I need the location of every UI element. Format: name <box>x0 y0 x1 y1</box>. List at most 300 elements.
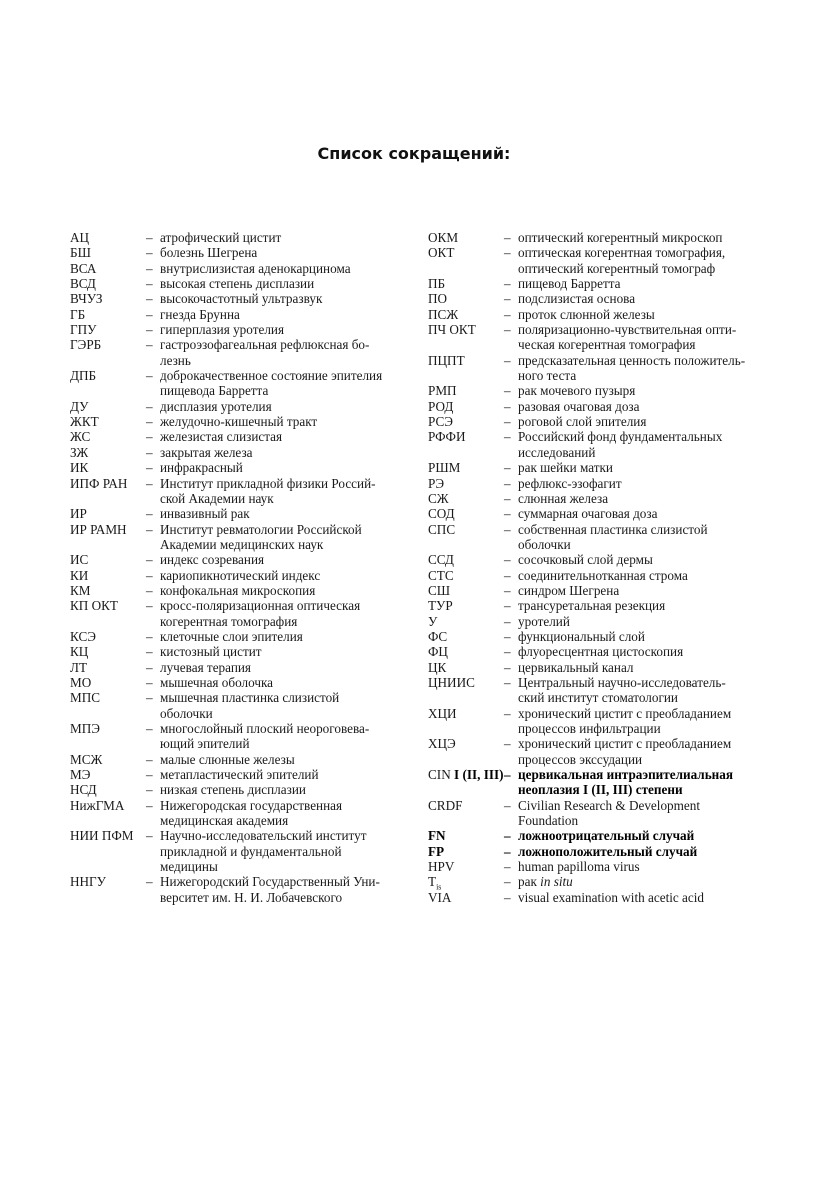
abbreviation-term <box>428 383 504 398</box>
dash-separator: – <box>504 859 511 875</box>
abbreviation-definition <box>518 230 758 245</box>
definition-line: верситет им. Н. И. Лобачевского <box>160 889 343 905</box>
abbreviation-term <box>428 583 504 598</box>
abbreviation-term <box>428 506 504 521</box>
definition-line: дисплазия уротелия <box>160 398 272 414</box>
dash-separator: – <box>146 721 153 736</box>
abbreviation-term-text: АЦ <box>70 230 90 245</box>
abbreviation-entry <box>428 291 758 306</box>
abbreviation-term <box>70 322 146 337</box>
abbreviation-term-text: ССД <box>428 552 454 568</box>
dash-separator: – <box>146 245 153 261</box>
abbreviation-entry <box>428 322 758 353</box>
abbreviation-term-grade: I (II, III) <box>454 767 504 783</box>
abbreviation-term-text: КП ОКТ <box>70 598 118 614</box>
definition-line: оптический когерентный микроскоп <box>518 230 723 245</box>
abbreviation-term-text: ПСЖ <box>428 306 459 322</box>
definition-line: медицины <box>160 859 218 875</box>
abbreviation-term <box>428 568 504 583</box>
definition-line: конфокальная микроскопия <box>160 582 316 598</box>
abbreviation-entry <box>428 859 758 874</box>
abbreviation-definition <box>518 506 758 521</box>
definition-line: многослойный плоский неороговева- <box>160 721 370 736</box>
abbreviation-definition <box>160 368 410 399</box>
dash-separator: – <box>146 475 153 491</box>
abbreviation-term <box>70 445 146 460</box>
abbreviation-term-text: РШМ <box>428 460 461 476</box>
dash-separator: – <box>504 659 511 675</box>
abbreviation-term <box>70 752 146 767</box>
abbreviation-entry <box>428 736 758 767</box>
abbreviation-term <box>428 522 504 537</box>
dash-separator: – <box>146 460 153 476</box>
abbreviation-term <box>70 767 146 782</box>
abbreviation-term <box>428 491 504 506</box>
definition-line: Институт прикладной физики Россий- <box>160 475 376 491</box>
abbreviation-definition <box>518 491 758 506</box>
abbreviation-term-text: ОКМ <box>428 230 459 245</box>
abbreviation-term <box>70 414 146 429</box>
abbreviation-entry <box>428 414 758 429</box>
definition-line: Академии медицинских наук <box>160 536 324 552</box>
abbreviation-entry <box>70 721 410 752</box>
abbreviation-definition <box>160 230 410 245</box>
definition-line: подслизистая основа <box>518 291 636 307</box>
abbreviation-term-text: ИК <box>70 460 89 476</box>
definition-line: human papilloma virus <box>518 859 640 875</box>
abbreviation-term-text: ОКТ <box>428 245 455 261</box>
abbreviation-term-text: FN <box>428 828 446 844</box>
definition-line: поляризационно-чувствительная опти- <box>518 322 737 338</box>
abbreviation-entry <box>428 460 758 475</box>
abbreviation-entry <box>70 675 410 690</box>
definition-line: железистая слизистая <box>160 429 283 445</box>
definition-line: Российский фонд фундаментальных <box>518 429 723 445</box>
dash-separator: – <box>504 506 511 522</box>
abbreviation-definition <box>518 798 758 829</box>
abbreviation-definition <box>160 874 410 905</box>
abbreviation-definition <box>518 414 758 429</box>
abbreviation-term <box>428 859 504 874</box>
abbreviation-definition <box>160 583 410 598</box>
abbreviation-definition <box>518 307 758 322</box>
abbreviation-term <box>428 399 504 414</box>
abbreviation-term-text: КСЭ <box>70 628 96 644</box>
abbreviation-entry <box>428 491 758 506</box>
abbreviation-term-text: ГЭРБ <box>70 337 102 353</box>
abbreviation-definition <box>160 261 410 276</box>
abbreviation-term <box>70 874 146 889</box>
definition-line: трансуретальная резекция <box>518 598 666 614</box>
abbreviation-entry <box>70 276 410 291</box>
abbreviations-left-column <box>70 230 410 905</box>
abbreviation-term-text: ИПФ РАН <box>70 475 128 491</box>
dash-separator: – <box>146 828 153 844</box>
dash-separator: – <box>504 567 511 583</box>
abbreviation-definition <box>160 644 410 659</box>
abbreviation-term <box>428 322 504 337</box>
abbreviation-term-text: ИР РАМН <box>70 521 127 537</box>
abbreviation-definition <box>160 675 410 690</box>
abbreviation-entry <box>428 399 758 414</box>
abbreviation-definition <box>518 276 758 291</box>
definition-line: Центральный научно-исследователь- <box>518 674 726 690</box>
definition-line: ложноположительный случай <box>518 843 698 859</box>
abbreviation-term <box>70 568 146 583</box>
dash-separator: – <box>146 659 153 675</box>
abbreviation-entry <box>428 629 758 644</box>
definition-italic-text: in situ <box>540 874 573 890</box>
abbreviation-entry <box>428 383 758 398</box>
abbreviation-entry <box>70 307 410 322</box>
abbreviation-definition <box>518 706 758 737</box>
definition-line <box>518 874 758 889</box>
abbreviation-definition <box>160 828 410 874</box>
abbreviation-definition <box>518 736 758 767</box>
abbreviation-term <box>428 644 504 659</box>
abbreviation-entry <box>70 522 410 553</box>
dash-separator: – <box>504 613 511 629</box>
definition-line: мышечная оболочка <box>160 674 274 690</box>
abbreviation-term <box>428 706 504 721</box>
abbreviation-term-text: СОД <box>428 506 455 522</box>
dash-separator: – <box>146 398 153 414</box>
abbreviation-definition <box>518 583 758 598</box>
abbreviation-term-text: МО <box>70 674 92 690</box>
abbreviation-term-text: МСЖ <box>70 751 103 767</box>
definition-line: visual examination with acetic acid <box>518 889 705 905</box>
dash-separator: – <box>146 414 153 430</box>
abbreviation-definition <box>518 598 758 613</box>
abbreviation-entry <box>428 583 758 598</box>
abbreviation-definition <box>518 399 758 414</box>
abbreviation-term <box>70 660 146 675</box>
dash-separator: – <box>504 352 511 368</box>
dash-separator: – <box>504 598 511 614</box>
definition-line: ного теста <box>518 368 577 384</box>
dash-separator: – <box>146 306 153 322</box>
dash-separator: – <box>504 705 511 721</box>
definition-line: ский институт стоматологии <box>518 690 678 706</box>
definition-line: пищевода Барретта <box>160 383 269 399</box>
dash-separator: – <box>504 889 511 905</box>
dash-separator: – <box>504 628 511 644</box>
abbreviation-entry <box>428 276 758 291</box>
abbreviation-term <box>428 675 504 690</box>
abbreviation-definition <box>518 767 758 798</box>
abbreviation-definition <box>518 429 758 460</box>
abbreviation-term <box>428 307 504 322</box>
abbreviation-term-base: CIN <box>428 767 451 783</box>
abbreviation-definition <box>518 383 758 398</box>
definition-line: предсказательная ценность положитель- <box>518 352 746 368</box>
dash-separator: – <box>504 843 511 859</box>
definition-line: оптический когерентный томограф <box>518 260 716 276</box>
definition-line: суммарная очаговая доза <box>518 506 658 522</box>
definition-line: оптическая когерентная томография, <box>518 245 726 261</box>
definition-line: желудочно-кишечный тракт <box>160 414 318 430</box>
dash-separator: – <box>146 368 153 384</box>
abbreviation-term-text: ВСД <box>70 276 96 292</box>
definition-line: синдром Шегрена <box>518 582 620 598</box>
abbreviation-term <box>428 276 504 291</box>
abbreviation-definition <box>160 429 410 444</box>
abbreviation-entry <box>428 506 758 521</box>
dash-separator: – <box>504 475 511 491</box>
abbreviation-term <box>428 629 504 644</box>
abbreviation-entry <box>70 552 410 567</box>
abbreviation-term-main: T <box>428 874 437 890</box>
abbreviation-definition <box>518 476 758 491</box>
definition-line: ющий эпителий <box>160 736 250 752</box>
definition-line: метапластический эпителий <box>160 767 319 783</box>
abbreviation-entry <box>428 890 758 905</box>
dash-separator: – <box>146 767 153 783</box>
abbreviation-term <box>70 429 146 444</box>
abbreviation-definition <box>518 245 758 276</box>
abbreviation-term <box>70 782 146 797</box>
definition-line: функциональный слой <box>518 628 645 644</box>
dash-separator: – <box>146 644 153 660</box>
abbreviation-term <box>70 675 146 690</box>
definition-line: доброкачественное состояние эпителия <box>160 368 383 384</box>
abbreviation-term-text: FP <box>428 843 445 859</box>
abbreviation-term <box>70 368 146 383</box>
dash-separator: – <box>146 874 153 890</box>
abbreviation-definition <box>160 414 410 429</box>
abbreviation-term <box>428 736 504 751</box>
abbreviation-entry <box>428 874 758 893</box>
abbreviation-term-text: ПЧ ОКТ <box>428 322 476 338</box>
abbreviation-term-text: ЛТ <box>70 659 87 675</box>
definition-line: ческая когерентная томография <box>518 337 696 353</box>
abbreviation-term-text: ННГУ <box>70 874 107 890</box>
abbreviation-term-text: КИ <box>70 567 89 583</box>
abbreviation-term <box>428 828 504 843</box>
abbreviation-term <box>70 522 146 537</box>
definition-line: уротелий <box>518 613 570 629</box>
abbreviation-term-text: РСЭ <box>428 414 453 430</box>
abbreviation-term-text: КЦ <box>70 644 89 660</box>
dash-separator: – <box>146 291 153 307</box>
abbreviation-definition <box>518 460 758 475</box>
abbreviation-term-text: МЭ <box>70 767 91 783</box>
abbreviation-definition <box>160 598 410 629</box>
abbreviation-definition <box>518 291 758 306</box>
definition-line: исследований <box>518 444 596 460</box>
abbreviation-definition <box>160 322 410 337</box>
definition-line: кросс-поляризационная оптическая <box>160 598 361 614</box>
abbreviation-entry <box>70 261 410 276</box>
abbreviation-entry <box>70 337 410 368</box>
abbreviation-term-text: ПБ <box>428 276 446 292</box>
abbreviation-entry <box>428 767 758 798</box>
definition-line: Civilian Research & Development <box>518 797 701 813</box>
abbreviation-term <box>70 460 146 475</box>
dash-separator: – <box>146 674 153 690</box>
dash-separator: – <box>146 567 153 583</box>
abbreviation-term-text: СЖ <box>428 490 449 506</box>
definition-line: клеточные слои эпителия <box>160 628 303 644</box>
abbreviation-term <box>428 844 504 859</box>
abbreviation-term <box>428 245 504 260</box>
definition-line: проток слюнной железы <box>518 306 655 322</box>
abbreviation-entry <box>70 660 410 675</box>
abbreviation-entry <box>428 706 758 737</box>
abbreviation-term-text: У <box>428 613 438 629</box>
abbreviations-right-column <box>428 230 758 905</box>
abbreviation-entry <box>428 675 758 706</box>
abbreviation-definition <box>160 690 410 721</box>
definition-line: высокочастотный ультразвук <box>160 291 323 307</box>
abbreviation-definition <box>160 767 410 782</box>
abbreviation-entry <box>428 828 758 843</box>
abbreviation-term <box>70 506 146 521</box>
dash-separator: – <box>146 337 153 353</box>
dash-separator: – <box>146 260 153 276</box>
abbreviation-definition <box>160 460 410 475</box>
abbreviation-entry <box>428 476 758 491</box>
abbreviation-entry <box>428 598 758 613</box>
abbreviation-term <box>70 276 146 291</box>
abbreviation-entry <box>70 828 410 874</box>
abbreviation-definition <box>518 874 758 889</box>
abbreviation-term-text: ПО <box>428 291 448 307</box>
abbreviation-term <box>428 874 504 893</box>
abbreviation-definition <box>160 506 410 521</box>
definition-line: пищевод Барретта <box>518 276 621 292</box>
definition-line: индекс созревания <box>160 552 265 568</box>
abbreviation-term-text: ДПБ <box>70 368 97 384</box>
definition-line: лучевая терапия <box>160 659 251 675</box>
abbreviation-term-text: РМП <box>428 383 457 399</box>
dash-separator: – <box>504 767 511 783</box>
abbreviation-term-text: НижГМА <box>70 797 125 813</box>
abbreviation-definition <box>160 276 410 291</box>
abbreviation-term-text: СПС <box>428 521 456 537</box>
abbreviation-term-text: CRDF <box>428 797 463 813</box>
definition-line: болезнь Шегрена <box>160 245 258 261</box>
abbreviation-term <box>70 245 146 260</box>
dash-separator: – <box>504 874 511 890</box>
abbreviation-entry <box>428 307 758 322</box>
dash-separator: – <box>146 751 153 767</box>
abbreviation-entry <box>70 782 410 797</box>
abbreviation-term <box>428 552 504 567</box>
dash-separator: – <box>504 490 511 506</box>
abbreviation-term <box>70 337 146 352</box>
abbreviation-definition <box>160 568 410 583</box>
abbreviation-definition <box>160 307 410 322</box>
abbreviation-entry <box>428 429 758 460</box>
dash-separator: – <box>504 736 511 752</box>
abbreviation-term-text: ФС <box>428 628 448 644</box>
definition-line: гиперплазия уротелия <box>160 322 285 338</box>
definition-line: медицинская академия <box>160 813 289 829</box>
definition-line: процессов экссудации <box>518 751 643 767</box>
dash-separator: – <box>146 276 153 292</box>
abbreviation-entry <box>70 798 410 829</box>
abbreviation-entry <box>70 568 410 583</box>
abbreviation-term-text: ВЧУЗ <box>70 291 103 307</box>
dash-separator: – <box>146 797 153 813</box>
dash-separator: – <box>146 444 153 460</box>
abbreviation-entry <box>70 752 410 767</box>
definition-line: атрофический цистит <box>160 230 282 245</box>
definition-line: ложноотрицательный случай <box>518 828 695 844</box>
dash-separator: – <box>504 582 511 598</box>
abbreviation-entry <box>428 230 758 245</box>
abbreviation-entry <box>428 844 758 859</box>
abbreviation-definition <box>518 859 758 874</box>
dash-separator: – <box>504 414 511 430</box>
abbreviation-term <box>428 798 504 813</box>
dash-separator: – <box>146 598 153 614</box>
dash-separator: – <box>146 521 153 537</box>
definition-line: рак мочевого пузыря <box>518 383 636 399</box>
definition-line: процессов инфильтрации <box>518 721 661 736</box>
abbreviation-term <box>428 660 504 675</box>
abbreviation-entry <box>70 429 410 444</box>
abbreviation-entry <box>70 644 410 659</box>
abbreviation-term <box>428 230 504 245</box>
abbreviation-entry <box>70 245 410 260</box>
abbreviation-term-text: ЦНИИС <box>428 674 475 690</box>
definition-line: цервикальная интраэпителиальная <box>518 767 734 783</box>
abbreviation-definition <box>518 552 758 567</box>
definition-line: закрытая железа <box>160 444 253 460</box>
definition-line: кариопикнотический индекс <box>160 567 321 583</box>
abbreviation-term-text: МПС <box>70 690 101 706</box>
abbreviation-entry <box>428 522 758 553</box>
abbreviation-definition <box>518 828 758 843</box>
abbreviation-definition <box>518 629 758 644</box>
dash-separator: – <box>146 782 153 798</box>
abbreviation-term <box>70 598 146 613</box>
abbreviation-term-text: СТС <box>428 567 454 583</box>
definition-line: гастроэзофагеальная рефлюксная бо- <box>160 337 370 353</box>
abbreviation-term <box>70 291 146 306</box>
abbreviation-definition <box>518 322 758 353</box>
dash-separator: – <box>146 506 153 522</box>
abbreviation-definition <box>160 660 410 675</box>
dash-separator: – <box>146 230 153 245</box>
abbreviation-term-subscript: is <box>436 883 442 893</box>
definition-line: рак шейки матки <box>518 460 613 476</box>
abbreviation-entry <box>428 552 758 567</box>
abbreviation-definition <box>160 399 410 414</box>
abbreviation-entry <box>428 614 758 629</box>
abbreviation-entry <box>70 583 410 598</box>
dash-separator: – <box>504 383 511 399</box>
abbreviation-term <box>70 476 146 491</box>
abbreviation-term <box>70 644 146 659</box>
abbreviation-term-text: ИР <box>70 506 87 522</box>
abbreviation-definition <box>160 752 410 767</box>
abbreviation-term <box>70 629 146 644</box>
abbreviation-term-text: ИС <box>70 552 89 568</box>
definition-line: кистозный цистит <box>160 644 262 660</box>
abbreviation-term-text: ГПУ <box>70 322 97 338</box>
abbreviation-term <box>428 890 504 905</box>
abbreviation-term-text: ДУ <box>70 398 89 414</box>
abbreviation-term-text: РОД <box>428 398 454 414</box>
abbreviation-term-text: ВСА <box>70 260 97 276</box>
abbreviation-term-text: ГБ <box>70 306 86 322</box>
abbreviation-entry <box>70 629 410 644</box>
definition-line: высокая степень дисплазии <box>160 276 315 292</box>
definition-line: цервикальный канал <box>518 659 634 675</box>
